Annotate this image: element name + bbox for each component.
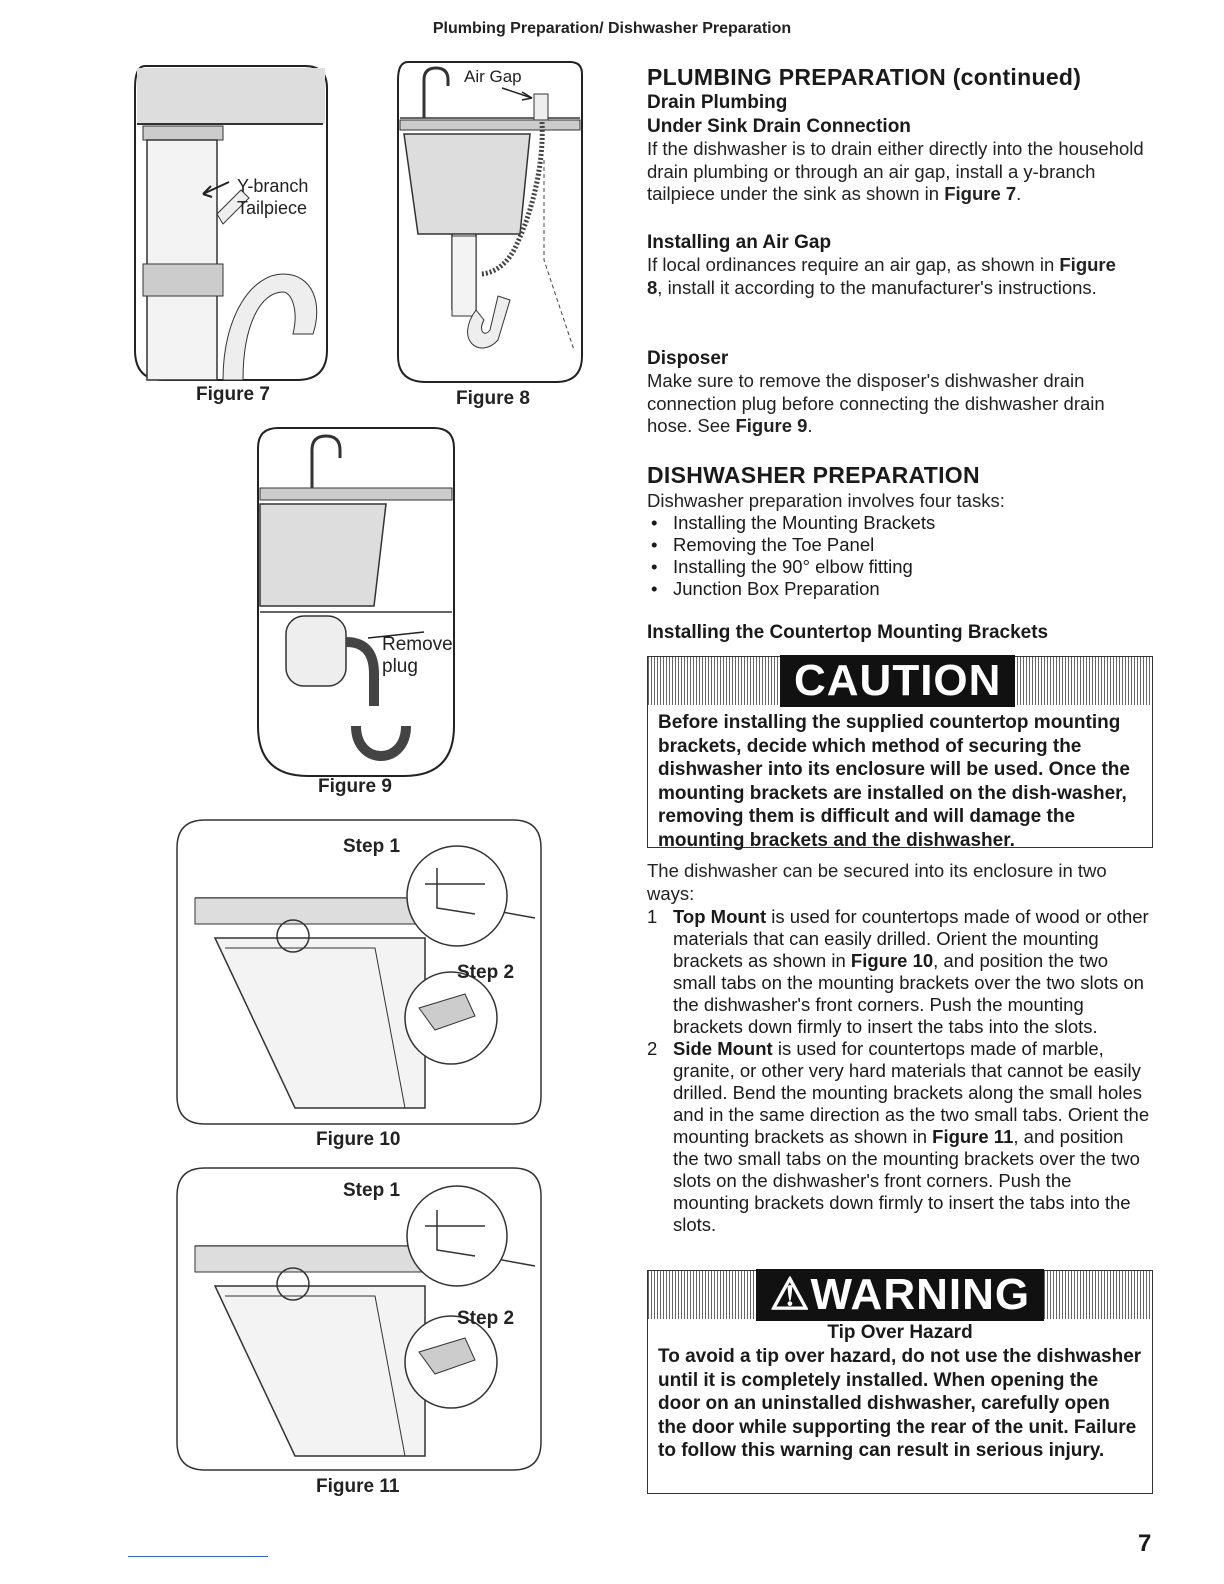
disposer-heading: Disposer [647,348,729,369]
warning-label-text: WARNING [810,1270,1031,1319]
under-sink-text: If the dishwasher is to drain either directly into the household drain plumbing or through an air gap, install a y-branch tailpiece under the sink as shown in [647,138,1144,204]
brackets-heading: Installing the Countertop Mounting Brackets [647,622,1049,643]
top-mount-text1: is used for countertops made of wood or other materials that can easily drilled. Orient the mounting brackets as shown in [673,906,1149,971]
disposer-end: . [807,415,813,436]
fig11-step1-label: Step 1 [343,1180,401,1201]
dishwasher-intro: Dishwasher preparation involves four tasks: [647,490,1005,511]
air-gap-text2: , install it according to the manufacturer's instructions. [657,276,1097,298]
task-item: • Removing the Toe Panel [647,534,1157,556]
air-gap-paragraph [647,254,1117,299]
caution-label: CAUTION [780,655,1015,707]
fig10-step2-label: Step 2 [457,962,515,983]
page-number: 7 [1138,1530,1152,1557]
fig7-label-ybranch: Y-branch [237,176,309,196]
warning-box [647,1270,1153,1494]
fig9-label-remove: Remove [382,634,453,655]
figure-10-illustration [175,818,543,1126]
under-sink-paragraph [647,138,1147,206]
caution-text: Before installing the supplied countertop mounting brackets, decide which method of securing the dishwasher into its enclosure will be used. Once the mounting brackets are installed on the dish-washer, removing them is difficult and will damage the mounting brackets and the dishwasher. [658,712,1130,851]
warning-text: To avoid a tip over hazard, do not use the dishwasher until it is completely installed. When opening the door on an uninstalled dishwasher, carefully open the door while supporting the rear of the unit. Failure to follow this warning can result in serious injury. [658,1346,1142,1461]
side-mount-item [647,1038,1152,1236]
warning-triangle-icon: ⚠ [770,1270,811,1319]
caution-box [647,656,1153,851]
figure-9-illustration [256,426,456,778]
top-mount-title: Top Mount [673,906,767,927]
under-sink-figure-ref: Figure 7 [944,183,1017,204]
figure-7-caption: Figure 7 [196,384,270,405]
side-mount-text2: , and position the two small tabs on the mounting brackets over the two slots on the dishwasher's front corners. Push the mounting brackets down firmly to insert the tabs into the slots. [673,1126,1140,1235]
warning-subtitle: Tip Over Hazard [827,1322,973,1343]
fig11-step2-label: Step 2 [457,1308,515,1329]
warning-label [756,1269,1044,1321]
under-sink-heading: Under Sink Drain Connection [647,116,911,137]
under-sink-end: . [1016,183,1022,204]
disposer-figure-ref: Figure 9 [735,415,808,436]
figure-9-caption: Figure 9 [318,776,392,797]
fig7-label-tailpiece: Tailpiece [237,198,308,218]
fig8-label-airgap: Air Gap [464,67,522,86]
dishwasher-section-title: DISHWASHER PREPARATION [647,462,980,488]
figure-10-caption: Figure 10 [316,1129,401,1150]
air-gap-figure-ref: Figure 8 [647,254,1116,298]
fig9-label-plug: plug [382,656,418,677]
page-header: Plumbing Preparation/ Dishwasher Preparation [432,20,792,37]
side-mount-text1: is used for countertops made of marble, granite, or other very hard materials that cannot be easily drilled. Bend the mounting brackets along the small holes and in the same direction as the two small tabs. Orient the mounting brackets as shown in [673,1038,1150,1147]
disposer-text: Make sure to remove the disposer's dishwasher drain connection plug before connecting the dishwasher drain hose. See [647,370,1105,436]
side-mount-title: Side Mount [673,1038,773,1059]
top-mount-text2: , and position the two small tabs on the mounting brackets over the two slots on the dishwasher's front corners. Push the mounting brackets down firmly to insert the tabs into the slots. [673,950,1144,1037]
figure-8-caption: Figure 8 [456,388,530,409]
item-number: 1 [647,906,658,927]
air-gap-text1: If local ordinances require an air gap, as shown in [647,254,1060,275]
plumbing-section-title: PLUMBING PREPARATION (continued) [647,64,1082,90]
mount-method-list [647,906,1152,1236]
task-item: • Junction Box Preparation [647,578,1157,600]
task-item: • Installing the 90° elbow fitting [647,556,1157,578]
footer-rule [128,1556,268,1557]
item-number: 2 [647,1038,658,1059]
secure-intro: The dishwasher can be secured into its enclosure in two ways: [647,860,1107,904]
top-mount-figure-ref: Figure 10 [850,950,934,971]
drain-plumbing-heading: Drain Plumbing [647,92,788,113]
figure-7-illustration [133,64,329,382]
figure-8-illustration [394,60,586,384]
air-gap-heading: Installing an Air Gap [647,232,832,253]
figure-11-illustration [175,1166,543,1472]
fig10-step1-label: Step 1 [343,836,401,857]
task-item: • Installing the Mounting Brackets [647,512,1157,534]
top-mount-item [647,906,1152,1038]
figure-11-caption: Figure 11 [316,1476,400,1497]
side-mount-figure-ref: Figure 11 [932,1126,1014,1147]
disposer-paragraph [647,370,1147,438]
dishwasher-task-list [647,512,1157,600]
